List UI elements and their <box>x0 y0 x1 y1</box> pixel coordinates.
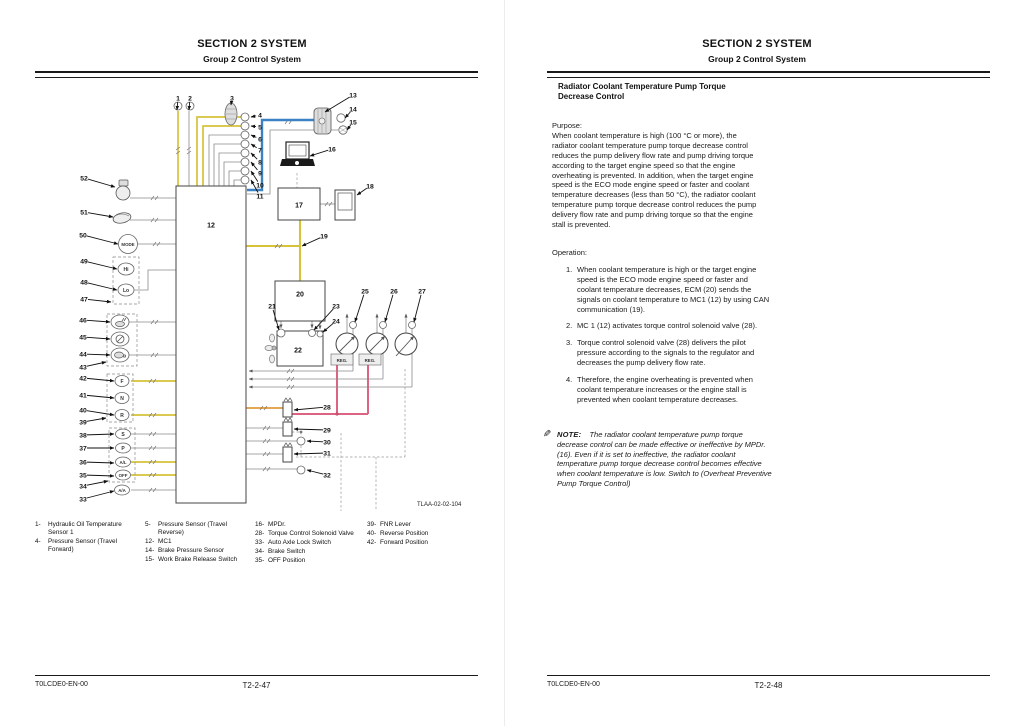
legend-item <box>255 539 363 547</box>
callout-number: 26 <box>390 288 398 296</box>
callout-number: 47 <box>80 296 88 304</box>
legend-item <box>367 530 467 538</box>
callout-number: 18 <box>366 183 374 191</box>
callout-arrow <box>88 299 111 302</box>
callout-number: 17 <box>295 202 303 210</box>
callout-number: 40 <box>79 407 87 415</box>
callout-arrow <box>294 453 323 454</box>
al-label: A/L <box>119 460 127 465</box>
sensor-circle-24 <box>317 331 323 337</box>
operation-step-text: Torque control solenoid valve (28) delivers the pilot pressure according to the signals to the regulator and decreases the pump delivery flow rate. <box>577 338 755 368</box>
callout-arrow <box>294 429 323 430</box>
legend-item-number: 35- <box>255 557 265 564</box>
callout-number: 46 <box>79 317 87 325</box>
lo-label: Lo <box>122 288 130 294</box>
callout-number: 20 <box>296 291 304 299</box>
legend-item-text: Pressure Sensor (Travel Reverse) <box>158 521 228 536</box>
group-subtitle: Group 2 Control System <box>203 54 301 64</box>
operation-step-number: 4. <box>566 375 573 385</box>
legend-item <box>255 548 363 556</box>
legend-column-3 <box>255 521 363 566</box>
legend-item-number: 40- <box>367 530 377 537</box>
callout-number: 24 <box>332 318 340 326</box>
callout-number: 23 <box>332 303 340 311</box>
legend-item <box>145 538 249 546</box>
legend-item-text: MPDr. <box>268 521 286 528</box>
reverse-label: R <box>120 413 124 419</box>
callout-number: 36 <box>79 459 87 467</box>
legend-item-number: 16- <box>255 521 265 528</box>
callout-number: 13 <box>349 92 357 100</box>
brake-pressure-sensor-circle <box>337 114 345 122</box>
legend-item-text: Forward Position <box>380 539 428 546</box>
callout-arrow <box>87 337 110 339</box>
mpdr-laptop-icon <box>280 142 315 166</box>
operation-step <box>566 375 773 405</box>
legend-item <box>145 556 249 564</box>
pencil-icon: ✎ <box>543 429 552 440</box>
operation-step-text: Therefore, the engine overheating is prevented when coolant temperature increases or the engine stall is prevented when coolant temperature decreases. <box>577 375 753 404</box>
legend-item-text: Brake Pressure Sensor <box>158 547 225 554</box>
callout-arrow <box>88 213 113 217</box>
callout-number: 21 <box>268 303 276 311</box>
legend-item-number: 39- <box>367 521 377 528</box>
legend-item-text: OFF Position <box>268 557 306 564</box>
callout-number: 39 <box>79 419 87 427</box>
callout-number: 22 <box>294 347 302 355</box>
callout-arrow <box>87 354 110 355</box>
legend-item-number: 15- <box>145 556 155 563</box>
callout-number: 33 <box>79 496 87 504</box>
callout-arrow <box>307 441 323 442</box>
pump-component-51 <box>112 211 132 225</box>
callout-number: 48 <box>80 279 88 287</box>
callout-number: 7 <box>258 147 262 155</box>
section-title: SECTION 2 SYSTEM <box>702 38 812 50</box>
callout-arrow <box>251 144 257 148</box>
note-text: The radiator coolant temperature pump torque decrease control can be made effective or ineffective by MPDr. (16). Even if it is set to ineffective, the radiator coolant temperature pump torque decrease control becomes effective when coolant temperature is low. Switch to (Overheat Preventive Pump Torque Control) <box>557 430 772 488</box>
legend-item <box>255 557 363 565</box>
callout-number: 6 <box>258 136 262 144</box>
section-title: SECTION 2 SYSTEM <box>197 38 307 50</box>
callout-number: 2 <box>188 95 192 103</box>
callout-number: 49 <box>80 258 88 266</box>
legend-item-text: FNR Lever <box>380 521 411 528</box>
hi-lo-switch-group <box>113 257 139 304</box>
topic-title <box>558 82 788 101</box>
callout-number: 29 <box>323 427 331 435</box>
page-number: T2-2-48 <box>754 681 783 690</box>
callout-number: 12 <box>207 222 215 230</box>
legend-item-text: Auto Axle Lock Switch <box>268 539 331 546</box>
callout-number: 14 <box>349 106 357 114</box>
callout-number: 31 <box>323 450 331 458</box>
callout-arrow <box>87 475 114 476</box>
legend-item-text: Reverse Position <box>380 530 429 537</box>
operation-step <box>566 338 773 368</box>
doc-code: T0LCDE0-EN-00 <box>35 681 88 688</box>
legend-item-number: 33- <box>255 539 265 546</box>
purpose-text: When coolant temperature is high (100 °C or more), the radiator coolant temperature pump torque decrease control reduces the pump delivery flow rate and pump driving torque according to the target engine speed so that the engine overheating is prevented. In addition, when the target engine speed is the ECO mode engine speed or faster and coolant temperature decreases (less than 50 °C), the radiator coolant temperature pump torque decrease control reduces the pump delivery flow rate and pump driving torque so that the engine stall is prevented. <box>552 130 757 230</box>
purpose-block <box>552 121 759 230</box>
control-system-diagram <box>35 86 505 511</box>
legend-column-4 <box>367 521 467 548</box>
sensor-circle-23 <box>309 330 316 337</box>
s-label: S <box>121 432 125 438</box>
legend-item <box>255 521 363 529</box>
legend-item-text: Work Brake Release Switch <box>158 556 238 563</box>
callout-number: 25 <box>361 288 369 296</box>
legend-item <box>255 530 363 538</box>
legend-item-number: 5- <box>145 521 151 528</box>
legend-item-number: 28- <box>255 530 265 537</box>
callout-arrow <box>294 407 323 410</box>
aa-label: A/A <box>118 488 126 493</box>
callout-arrow <box>414 295 421 322</box>
callout-arrow <box>355 295 364 322</box>
page-header <box>505 38 1009 64</box>
monitor-box <box>335 190 355 220</box>
pump-group <box>331 322 417 366</box>
legend-item-text: MC1 <box>158 538 172 545</box>
legend-item-text: Brake Switch <box>268 548 306 555</box>
callout-arrow <box>87 362 106 366</box>
work-brake-release-switch-circle <box>339 126 347 134</box>
callout-number: 15 <box>349 119 357 127</box>
callout-arrow <box>87 491 114 498</box>
callout-arrow <box>302 238 320 246</box>
note-block <box>543 429 772 489</box>
callout-number: 8 <box>258 159 262 167</box>
callout-number: 4 <box>258 112 262 120</box>
callout-arrow <box>251 126 256 127</box>
operation-step-number: 3. <box>566 338 573 348</box>
legend-item-number: 1- <box>35 521 41 528</box>
page-right <box>505 0 1009 726</box>
operation-list <box>552 265 773 405</box>
legend-item <box>367 539 467 547</box>
callout-number: 37 <box>79 445 87 453</box>
topic-title-line2: Decrease Control <box>558 91 625 101</box>
callout-arrow <box>87 378 114 381</box>
connector-3 <box>225 103 237 125</box>
callout-arrow <box>87 411 114 415</box>
legend-item <box>145 547 249 555</box>
page-header <box>0 38 504 64</box>
operation-label: Operation: <box>552 248 588 257</box>
page-divider <box>504 0 505 726</box>
callout-number: 38 <box>79 432 87 440</box>
callout-number: 41 <box>79 392 87 400</box>
operation-step-number: 2. <box>566 321 573 331</box>
callout-number: 3 <box>230 95 234 103</box>
operation-step-text: When coolant temperature is high or the target engine speed is the ECO mode engine speed or faster and coolant temperature decreases, ECM (20) sends the signals on coolant temperature to MC1 (12) by using CAN communication (19). <box>577 264 770 314</box>
callout-arrow <box>325 97 350 112</box>
regulator-label-1: REG. <box>336 357 348 363</box>
page-number: T2-2-47 <box>242 681 271 690</box>
header-rule <box>547 71 990 78</box>
operation-step-number: 1. <box>566 264 573 274</box>
callout-number: 51 <box>80 209 88 217</box>
forward-label: F <box>120 379 124 385</box>
callout-number: 43 <box>79 364 87 372</box>
callout-number: 34 <box>79 483 87 491</box>
ecm-box <box>275 281 325 321</box>
callout-number: 28 <box>323 404 331 412</box>
callout-arrow <box>87 236 118 244</box>
mode-switch <box>119 235 138 254</box>
header-rule <box>35 71 478 78</box>
callout-arrow <box>251 162 257 170</box>
callout-arrow <box>88 179 115 187</box>
callout-arrow <box>88 262 117 269</box>
fan-icon <box>265 334 276 363</box>
callout-number: 45 <box>79 334 87 342</box>
signal-wires <box>129 111 412 511</box>
mc1-box <box>176 186 246 503</box>
legend-item-number: 34- <box>255 548 265 555</box>
legend-item-number: 42- <box>367 539 377 546</box>
callout-number: 16 <box>328 146 336 154</box>
callout-number: 27 <box>418 288 426 296</box>
callout-arrow <box>87 434 114 435</box>
note-label: NOTE: <box>557 430 582 439</box>
callout-number: 1 <box>176 95 180 103</box>
topic-title-line1: Radiator Coolant Temperature Pump Torque <box>558 82 726 91</box>
legend-item <box>145 521 249 537</box>
mode-label: MODE <box>121 242 135 247</box>
callout-number: 5 <box>258 124 262 132</box>
legend-item-number: 4- <box>35 538 41 545</box>
callout-arrow <box>87 418 106 421</box>
grease-component-52 <box>116 180 130 200</box>
figure-code: TLAA-02-02-104 <box>417 502 462 508</box>
callout-number: 19 <box>320 233 328 241</box>
callout-arrow <box>251 135 256 137</box>
legend-column-2 <box>145 521 249 565</box>
footer-rule <box>35 675 478 676</box>
callout-arrow <box>87 395 114 398</box>
callout-number: 9 <box>258 170 262 178</box>
callout-number: 52 <box>80 175 88 183</box>
legend-item-text: Torque Control Solenoid Valve <box>268 530 354 537</box>
callout-number: 11 <box>256 193 264 201</box>
callout-arrow <box>251 153 257 159</box>
callout-number: 44 <box>79 351 87 359</box>
legend-item-text: Pressure Sensor (Travel Forward) <box>48 538 118 553</box>
regulator-label-2: REG. <box>364 357 376 363</box>
callout-arrow <box>307 470 323 474</box>
sensor-circle-21 <box>277 329 285 337</box>
legend-item-number: 12- <box>145 538 155 545</box>
callout-arrow <box>251 171 258 182</box>
group-subtitle: Group 2 Control System <box>708 54 806 64</box>
callout-number: 50 <box>79 232 87 240</box>
callout-number: 32 <box>323 472 331 480</box>
callout-number: 30 <box>323 439 331 447</box>
legend-item-text: Hydraulic Oil Temperature Sensor 1 <box>48 521 122 536</box>
doc-code: T0LCDE0-EN-00 <box>547 681 600 688</box>
brake-pedal-unit <box>314 108 331 134</box>
legend-item <box>35 521 137 537</box>
legend-item <box>367 521 467 529</box>
operation-block <box>552 248 773 405</box>
callout-arrow <box>87 320 110 322</box>
footer-rule <box>547 675 990 676</box>
callout-arrow <box>87 481 108 485</box>
purpose-label: Purpose: <box>552 121 583 130</box>
callout-arrow <box>251 116 256 117</box>
callout-arrow <box>310 150 328 156</box>
hi-label: Hi <box>123 267 129 273</box>
callout-arrow <box>385 295 393 322</box>
neutral-label: N <box>120 396 124 402</box>
operation-step-text: MC 1 (12) activates torque control solenoid valve (28). <box>577 321 758 331</box>
legend-item-number: 14- <box>145 547 155 554</box>
operation-step <box>566 265 773 315</box>
diagram-callouts <box>79 92 426 503</box>
sensor-circles-4-11 <box>241 113 249 184</box>
callout-number: 42 <box>79 375 87 383</box>
legend-column-1 <box>35 521 137 555</box>
operation-step <box>566 321 773 331</box>
callout-number: 10 <box>256 182 264 190</box>
callout-arrow <box>87 462 114 463</box>
callout-number: 35 <box>79 472 87 480</box>
page-left <box>0 0 504 726</box>
p-label: P <box>121 446 125 452</box>
off-label: OFF <box>118 473 128 478</box>
legend-item <box>35 538 137 554</box>
callout-arrow <box>88 283 117 290</box>
